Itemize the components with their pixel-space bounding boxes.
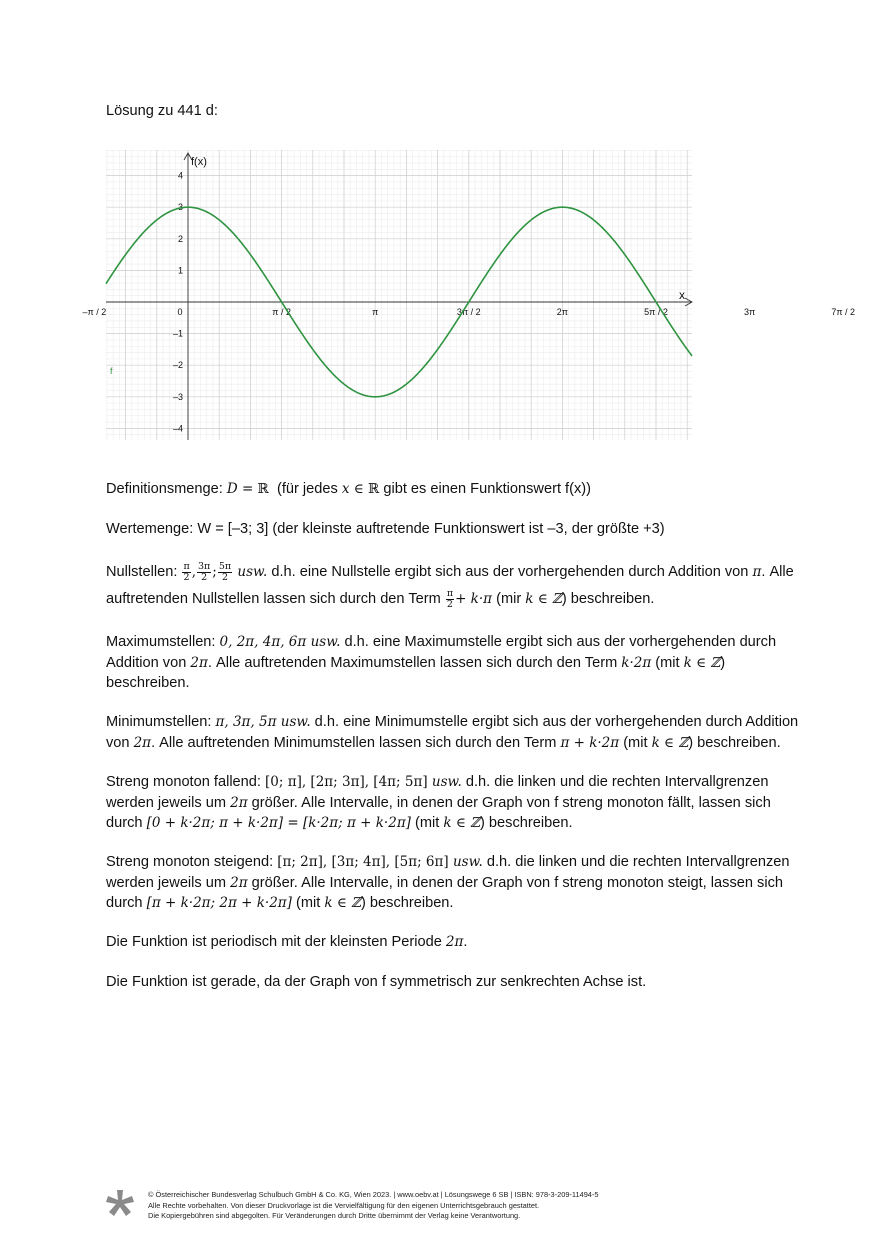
math-r: ℝ bbox=[257, 481, 269, 497]
math-period: 2π bbox=[230, 874, 248, 891]
steigend-paragraph bbox=[106, 852, 811, 914]
maximum-paragraph bbox=[106, 632, 811, 694]
periodisch-text-1: Die Funktion ist periodisch mit der kleinsten Periode bbox=[106, 934, 446, 950]
usw: usw. bbox=[276, 714, 311, 730]
frac-num: π bbox=[183, 560, 190, 572]
x-tick-label: π / 2 bbox=[272, 307, 291, 317]
math-in: ∈ bbox=[349, 481, 369, 497]
sep: ; bbox=[212, 564, 217, 580]
x-tick-label: 3π bbox=[743, 307, 756, 317]
nullstellen-text-2: . Alle auftretenden Nullstellen lassen sich durch den Term bbox=[106, 564, 794, 607]
y-tick-label: –2 bbox=[172, 360, 183, 371]
wertemenge-paragraph: Wertemenge: W = [–3; 3] (der kleinste auftretende Funktionswert ist –3, der größte +3) bbox=[106, 521, 665, 537]
nullstellen-paragraph bbox=[106, 559, 811, 613]
y-tick-label: –3 bbox=[172, 391, 183, 402]
frac-den: 2 bbox=[183, 571, 190, 583]
math-intervals: [0; π], [2π; 3π], [4π; 5π] bbox=[265, 774, 428, 790]
periodisch-paragraph bbox=[106, 932, 811, 953]
math-term: + k·π bbox=[455, 591, 493, 607]
usw: usw. bbox=[448, 854, 483, 870]
fraction-term bbox=[446, 589, 454, 610]
x-tick-label: –π / 2 bbox=[82, 307, 107, 317]
usw: usw. bbox=[306, 634, 341, 650]
minimum-text-2: . Alle auftretenden Minimumstellen lassen sich durch den Term bbox=[151, 734, 561, 751]
maximum-text-1: d.h. eine Maximumstelle ergibt sich aus der vorhergehenden durch Addition von bbox=[106, 634, 777, 671]
fallend-paragraph bbox=[106, 772, 811, 834]
definition-text-1: (für jedes bbox=[268, 481, 342, 497]
fallend-text-4: ) beschreiben. bbox=[480, 815, 573, 831]
publisher-logo-icon bbox=[104, 1188, 136, 1220]
definition-label: Definitionsmenge: bbox=[106, 481, 223, 497]
gerade-paragraph: Die Funktion ist gerade, da der Graph von f symmetrisch zur senkrechten Achse ist. bbox=[106, 974, 647, 990]
steigend-text-2: größer. Alle Intervalle, in denen der Graph von f streng monoton steigt, lassen sich durch bbox=[106, 874, 783, 911]
usw: usw. bbox=[427, 774, 462, 790]
sep: , bbox=[191, 564, 196, 580]
x-tick-label: 2π bbox=[556, 307, 569, 317]
fallend-text-3: (mit bbox=[410, 815, 444, 831]
math-intervals: [π; 2π], [3π; 4π], [5π; 6π] bbox=[277, 854, 449, 870]
math-term: k·2π bbox=[621, 654, 652, 671]
frac-den: 2 bbox=[221, 571, 229, 583]
footer bbox=[148, 1190, 599, 1222]
nullstellen-text-1: d.h. eine Nullstelle ergibt sich aus der vorhergehenden durch Addition von bbox=[267, 564, 753, 580]
fallend-label: Streng monoton fallend: bbox=[106, 774, 266, 790]
math-term: π + k·2π bbox=[560, 734, 620, 751]
y-tick-label: 2 bbox=[177, 233, 183, 244]
steigend-text-4: ) beschreiben. bbox=[361, 895, 454, 911]
steigend-text-1: d.h. die linken und die rechten Intervallgrenzen werden jeweils um bbox=[106, 854, 790, 891]
math-eq: = bbox=[237, 481, 258, 497]
math-period: 2π bbox=[445, 934, 464, 950]
y-tick-label: 4 bbox=[177, 170, 183, 181]
math-k-in-z: k ∈ ℤ bbox=[651, 734, 689, 751]
definition-text-2: gibt es einen Funktionswert f(x)) bbox=[379, 481, 591, 497]
frac-num: π bbox=[446, 587, 454, 599]
math-values: π, 3π, 5π bbox=[215, 714, 277, 730]
steigend-text-3: (mit bbox=[291, 895, 325, 911]
maximum-text-2: . Alle auftretenden Maximumstellen lassen sich durch den Term bbox=[207, 654, 622, 671]
function-graph bbox=[82, 150, 856, 442]
math-period: 2π bbox=[190, 654, 208, 671]
grid-major bbox=[106, 150, 692, 440]
steigend-label: Streng monoton steigend: bbox=[106, 854, 278, 870]
maximum-text-3: (mit bbox=[651, 654, 684, 671]
maximum-label: Maximumstellen: bbox=[106, 634, 220, 650]
math-r2: ℝ bbox=[368, 481, 380, 497]
math-pi: π bbox=[752, 564, 762, 580]
minimum-paragraph bbox=[106, 712, 811, 753]
frac-num: 3π bbox=[197, 560, 211, 572]
y-axis-label: f(x) bbox=[191, 156, 207, 168]
math-k-in-z: k ∈ ℤ bbox=[324, 895, 361, 911]
nullstellen-text-4: ) beschreiben. bbox=[561, 591, 655, 607]
math-term: [π + k·2π; 2π + k·2π] bbox=[146, 895, 292, 911]
minimum-text-4: ) beschreiben. bbox=[688, 734, 781, 751]
math-k-in-z: k ∈ ℤ bbox=[443, 815, 481, 831]
x-tick-label: π bbox=[372, 307, 379, 317]
fraction-pi-2 bbox=[182, 562, 190, 583]
frac-den: 2 bbox=[201, 571, 208, 583]
maximum-text-4: ) beschreiben. bbox=[106, 654, 726, 691]
footer-rights: Alle Rechte vorbehalten. Von dieser Druckvorlage ist die Vervielfältigung für den eigenen Unterrichtsgebrauch gestattet. bbox=[148, 1200, 540, 1210]
usw: usw. bbox=[233, 564, 268, 580]
y-tick-label: –4 bbox=[172, 423, 183, 434]
math-k-in-z: k ∈ ℤ bbox=[683, 654, 721, 671]
math-term: [0 + k·2π; π + k·2π] = [k·2π; π + k·2π] bbox=[146, 815, 411, 831]
frac-num: 5π bbox=[218, 560, 232, 572]
math-x: x bbox=[341, 481, 350, 497]
y-tick-label: 3 bbox=[177, 202, 183, 213]
fraction-3pi-2 bbox=[197, 562, 211, 583]
nullstellen-text-3: (mir bbox=[492, 591, 526, 607]
periodisch-text-2: . bbox=[463, 934, 468, 950]
minimum-text-3: (mit bbox=[619, 734, 652, 751]
y-tick-label: –1 bbox=[172, 328, 183, 339]
x-tick-label: 5π / 2 bbox=[644, 307, 668, 317]
footer-disclaimer: Die Kopiergebühren sind abgegolten. Für Veränderungen durch Dritte übernimmt der Verlag keine Verantwortung. bbox=[148, 1211, 521, 1221]
math-period: 2π bbox=[230, 794, 248, 811]
fallend-text-2: größer. Alle Intervalle, in denen der Graph von f streng monoton fällt, lassen sich durch bbox=[106, 794, 771, 831]
math-values: 0, 2π, 4π, 6π bbox=[219, 634, 307, 650]
math-period: 2π bbox=[133, 734, 152, 751]
nullstellen-label: Nullstellen: bbox=[106, 564, 182, 580]
footer-copyright: © Österreichischer Bundesverlag Schulbuch GmbH & Co. KG, Wien 2023. | www.oebv.at | Lösungswege 6 SB | ISBN: 978-3-209-11494-5 bbox=[148, 1190, 599, 1199]
solution-title: Lösung zu 441 d: bbox=[106, 103, 218, 119]
fraction-5pi-2 bbox=[218, 562, 232, 583]
fallend-text-1: d.h. die linken und die rechten Intervallgrenzen werden jeweils um bbox=[106, 774, 769, 811]
x-tick-label: 0 bbox=[177, 307, 183, 317]
x-tick-label: 3π / 2 bbox=[456, 307, 481, 317]
minimum-text-1: d.h. eine Minimumstelle ergibt sich aus der vorhergehenden durch Addition von bbox=[106, 714, 799, 751]
y-tick-label: 1 bbox=[177, 265, 183, 276]
math-k-in-z: k ∈ ℤ bbox=[525, 591, 562, 607]
function-label: f bbox=[110, 366, 113, 376]
definition-paragraph bbox=[106, 479, 811, 500]
frac-den: 2 bbox=[446, 598, 453, 610]
math-d: D bbox=[226, 481, 238, 497]
x-tick-label: 7π / 2 bbox=[831, 307, 856, 317]
minimum-label: Minimumstellen: bbox=[106, 714, 216, 730]
x-axis-label: x bbox=[679, 288, 685, 302]
